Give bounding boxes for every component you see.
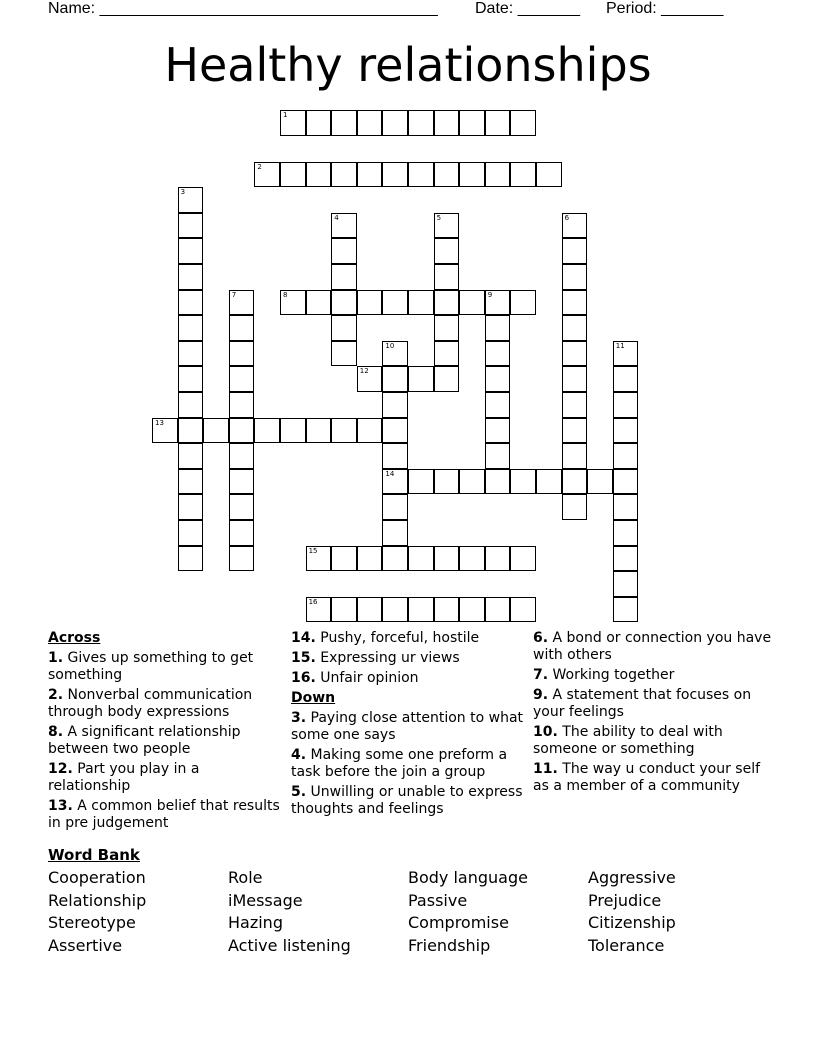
grid-cell[interactable] xyxy=(408,597,434,623)
clue-number: 10 xyxy=(385,341,395,350)
word-bank-item: iMessage xyxy=(228,890,303,910)
grid-cell[interactable] xyxy=(562,443,588,469)
grid-cell[interactable] xyxy=(229,418,255,444)
clue-item xyxy=(48,724,280,758)
clue-number-label: 9. xyxy=(533,687,549,703)
grid-cell[interactable] xyxy=(357,162,383,188)
word-bank-item: Relationship xyxy=(48,890,147,910)
clues-column-3 xyxy=(533,630,773,798)
grid-cell[interactable] xyxy=(485,392,511,418)
grid-cell[interactable] xyxy=(382,546,408,572)
word-bank-item: Tolerance xyxy=(588,935,665,955)
clue-text: A bond or connection you have with others xyxy=(533,630,772,663)
grid-cell[interactable] xyxy=(178,366,204,392)
clue-number: 11 xyxy=(615,341,625,350)
clue-number: 16 xyxy=(308,597,318,606)
clue-number: 2 xyxy=(257,162,262,171)
word-bank-item: Hazing xyxy=(228,913,283,932)
grid-cell[interactable] xyxy=(331,238,357,264)
clue-number: 7 xyxy=(231,290,237,299)
grid-cell[interactable] xyxy=(408,546,434,572)
clue-text: The ability to deal with someone or something xyxy=(533,724,723,757)
grid-cell[interactable] xyxy=(485,546,511,572)
clue-item xyxy=(533,724,773,758)
clue-text: Nonverbal communication through body expressions xyxy=(48,687,253,720)
grid-cell[interactable] xyxy=(434,469,460,495)
grid-cell[interactable] xyxy=(613,392,639,418)
grid-cell[interactable] xyxy=(562,264,588,290)
grid-cell[interactable] xyxy=(229,366,255,392)
grid-cell[interactable] xyxy=(331,315,357,341)
clue-number-label: 12. xyxy=(48,761,73,777)
clue-number: 9 xyxy=(487,290,493,299)
word-bank-item: Cooperation xyxy=(48,868,146,887)
grid-cell[interactable] xyxy=(485,315,511,341)
clue-number-label: 4. xyxy=(291,747,307,763)
date-label: Date: _______ xyxy=(475,0,580,17)
grid-cell[interactable] xyxy=(434,597,460,623)
grid-cell[interactable] xyxy=(178,546,204,572)
grid-cell[interactable] xyxy=(510,597,536,623)
down-clue-list xyxy=(291,710,527,818)
grid-cell[interactable] xyxy=(485,366,511,392)
grid-cell[interactable] xyxy=(331,546,357,572)
grid-cell[interactable] xyxy=(331,162,357,188)
clue-number-label: 11. xyxy=(533,761,558,777)
grid-cell[interactable] xyxy=(485,110,511,136)
clue-item xyxy=(291,747,527,781)
clue-item xyxy=(48,687,280,721)
grid-cell[interactable] xyxy=(178,418,204,444)
grid-cell[interactable] xyxy=(382,366,408,392)
clue-text: Part you play in a relationship xyxy=(48,761,200,794)
clue-number: 5 xyxy=(436,213,442,222)
grid-cell[interactable] xyxy=(408,469,434,495)
word-bank-item: Friendship xyxy=(408,935,491,955)
grid-cell[interactable] xyxy=(280,418,306,444)
grid-cell[interactable] xyxy=(613,443,639,469)
grid-cell[interactable] xyxy=(306,290,332,316)
grid-cell[interactable] xyxy=(357,597,383,623)
grid-cell[interactable] xyxy=(459,110,485,136)
grid-cell[interactable] xyxy=(562,290,588,316)
clue-number-label: 1. xyxy=(48,650,64,666)
grid-cell[interactable] xyxy=(485,341,511,367)
grid-cell[interactable] xyxy=(613,597,639,623)
clue-text: Gives up something to get something xyxy=(48,650,254,683)
clue-number-label: 3. xyxy=(291,710,307,726)
grid-cell[interactable] xyxy=(178,341,204,367)
grid-cell[interactable] xyxy=(280,290,306,316)
grid-cell[interactable] xyxy=(459,290,485,316)
clue-number-label: 7. xyxy=(533,667,549,683)
grid-cell[interactable] xyxy=(382,418,408,444)
grid-cell[interactable] xyxy=(434,341,460,367)
clue-number: 4 xyxy=(334,213,339,222)
grid-cell[interactable] xyxy=(613,494,639,520)
grid-cell[interactable] xyxy=(254,162,280,188)
grid-cell[interactable] xyxy=(613,520,639,546)
grid-cell[interactable] xyxy=(434,213,460,239)
clue-number: 15 xyxy=(308,546,318,555)
grid-cell[interactable] xyxy=(562,238,588,264)
clue-item xyxy=(533,687,773,721)
grid-cell[interactable] xyxy=(562,315,588,341)
grid-cell[interactable] xyxy=(408,110,434,136)
grid-cell[interactable] xyxy=(459,162,485,188)
word-bank-item: Passive xyxy=(408,890,468,910)
grid-cell[interactable] xyxy=(331,418,357,444)
grid-cell[interactable] xyxy=(229,520,255,546)
clue-number-label: 14. xyxy=(291,630,316,646)
word-bank-item: Citizenship xyxy=(588,913,676,932)
grid-cell[interactable] xyxy=(485,290,511,316)
grid-cell[interactable] xyxy=(331,110,357,136)
grid-cell[interactable] xyxy=(382,520,408,546)
grid-cell[interactable] xyxy=(613,366,639,392)
grid-cell[interactable] xyxy=(357,290,383,316)
grid-cell[interactable] xyxy=(536,469,562,495)
grid-cell[interactable] xyxy=(178,213,204,239)
grid-cell[interactable] xyxy=(306,110,332,136)
grid-cell[interactable] xyxy=(434,238,460,264)
clue-number: 3 xyxy=(180,188,186,197)
grid-cell[interactable] xyxy=(408,366,434,392)
clues-column-2 xyxy=(291,630,527,821)
clue-item xyxy=(533,667,773,684)
grid-cell[interactable] xyxy=(510,546,536,572)
across-clue-list-continued xyxy=(291,630,527,687)
clue-number: 13 xyxy=(155,418,164,427)
grid-cell[interactable] xyxy=(382,392,408,418)
word-bank-title: Word Bank xyxy=(48,846,140,864)
clue-number-label: 10. xyxy=(533,724,558,740)
grid-cell[interactable] xyxy=(178,443,204,469)
grid-cell[interactable] xyxy=(178,469,204,495)
word-bank-item: Aggressive xyxy=(588,868,676,887)
clue-text: Pushy, forceful, hostile xyxy=(315,630,480,646)
grid-cell[interactable] xyxy=(485,162,511,188)
grid-cell[interactable] xyxy=(382,494,408,520)
clue-number-label: 13. xyxy=(48,798,73,814)
grid-cell[interactable] xyxy=(229,290,255,316)
clue-text: A common belief that results in pre judgement xyxy=(48,798,280,831)
puzzle-title: Healthy relationships xyxy=(164,38,652,92)
clue-item xyxy=(291,650,527,667)
grid-cell[interactable] xyxy=(331,264,357,290)
clue-number: 1 xyxy=(283,111,288,120)
grid-cell[interactable] xyxy=(178,187,204,213)
down-clue-list-continued xyxy=(533,630,773,795)
grid-cell[interactable] xyxy=(434,290,460,316)
clue-item xyxy=(533,761,773,795)
grid-cell[interactable] xyxy=(434,162,460,188)
grid-cell[interactable] xyxy=(382,597,408,623)
clue-item xyxy=(48,650,280,684)
grid-cell[interactable] xyxy=(613,571,639,597)
grid-cell[interactable] xyxy=(459,469,485,495)
grid-cell[interactable] xyxy=(382,162,408,188)
grid-cell[interactable] xyxy=(562,213,588,239)
grid-cell[interactable] xyxy=(229,341,255,367)
grid-cell[interactable] xyxy=(562,341,588,367)
grid-cell[interactable] xyxy=(306,162,332,188)
grid-cell[interactable] xyxy=(382,290,408,316)
grid-cell[interactable] xyxy=(178,264,204,290)
clue-item xyxy=(48,761,280,795)
grid-cell[interactable] xyxy=(357,418,383,444)
grid-cell[interactable] xyxy=(382,341,408,367)
grid-cell[interactable] xyxy=(178,290,204,316)
clue-item xyxy=(291,710,527,744)
clue-text: Working together xyxy=(548,667,675,683)
grid-cell[interactable] xyxy=(357,110,383,136)
grid-cell[interactable] xyxy=(331,290,357,316)
grid-cell[interactable] xyxy=(562,366,588,392)
grid-cell[interactable] xyxy=(229,494,255,520)
grid-cell[interactable] xyxy=(434,264,460,290)
clue-number-label: 16. xyxy=(291,670,316,686)
grid-cell[interactable] xyxy=(485,418,511,444)
clue-text: A statement that focuses on your feelings xyxy=(533,687,752,720)
clue-text: Expressing ur views xyxy=(315,650,460,666)
grid-cell[interactable] xyxy=(613,546,639,572)
clue-item xyxy=(291,670,527,687)
grid-cell[interactable] xyxy=(485,597,511,623)
grid-cell[interactable] xyxy=(562,418,588,444)
grid-cell[interactable] xyxy=(254,418,280,444)
grid-cell[interactable] xyxy=(203,418,229,444)
clue-item xyxy=(291,630,527,647)
grid-cell[interactable] xyxy=(562,469,588,495)
clue-number: 8 xyxy=(283,290,288,299)
grid-cell[interactable] xyxy=(536,162,562,188)
clue-number-label: 15. xyxy=(291,650,316,666)
grid-cell[interactable] xyxy=(587,469,613,495)
grid-cell[interactable] xyxy=(408,290,434,316)
grid-cell[interactable] xyxy=(306,546,332,572)
name-label: Name: ______________________________________ xyxy=(48,0,438,17)
grid-cell[interactable] xyxy=(510,110,536,136)
grid-cell[interactable] xyxy=(510,469,536,495)
clue-number-label: 2. xyxy=(48,687,64,703)
grid-cell[interactable] xyxy=(229,546,255,572)
grid-cell[interactable] xyxy=(434,366,460,392)
grid-cell[interactable] xyxy=(434,315,460,341)
clue-item xyxy=(291,784,527,818)
grid-cell[interactable] xyxy=(178,315,204,341)
word-bank-item: Prejudice xyxy=(588,890,662,910)
grid-cell[interactable] xyxy=(485,443,511,469)
grid-cell[interactable] xyxy=(178,238,204,264)
grid-cell[interactable] xyxy=(613,469,639,495)
grid-cell[interactable] xyxy=(229,392,255,418)
grid-cell[interactable] xyxy=(613,418,639,444)
grid-cell[interactable] xyxy=(459,546,485,572)
grid-cell[interactable] xyxy=(382,443,408,469)
clue-number: 6 xyxy=(564,213,570,222)
clue-number: 12 xyxy=(359,367,369,376)
grid-cell[interactable] xyxy=(229,469,255,495)
word-bank-item: Active listening xyxy=(228,935,351,955)
clue-number-label: 5. xyxy=(291,784,307,800)
grid-cell[interactable] xyxy=(510,290,536,316)
grid-cell[interactable] xyxy=(382,110,408,136)
grid-cell[interactable] xyxy=(306,597,332,623)
grid-cell[interactable] xyxy=(382,469,408,495)
grid-cell[interactable] xyxy=(562,494,588,520)
clue-text: Paying close attention to what some one says xyxy=(291,710,524,743)
clue-text: Unwilling or unable to express thoughts and feelings xyxy=(291,784,523,817)
grid-cell[interactable] xyxy=(613,341,639,367)
word-bank-item: Stereotype xyxy=(48,913,136,932)
grid-cell[interactable] xyxy=(229,443,255,469)
clue-item xyxy=(48,798,280,832)
word-bank-item: Role xyxy=(228,868,263,887)
clue-text: Unfair opinion xyxy=(315,670,419,686)
grid-cell[interactable] xyxy=(357,366,383,392)
clue-number-label: 8. xyxy=(48,724,64,740)
period-label: Period: _______ xyxy=(606,0,724,17)
grid-cell[interactable] xyxy=(178,392,204,418)
grid-cell[interactable] xyxy=(280,110,306,136)
grid-cell[interactable] xyxy=(357,546,383,572)
grid-cell[interactable] xyxy=(331,597,357,623)
across-heading: Across xyxy=(48,630,101,646)
grid-cell[interactable] xyxy=(280,162,306,188)
clue-text: The way u conduct your self as a member of a community xyxy=(533,761,761,794)
grid-cell[interactable] xyxy=(510,162,536,188)
grid-cell[interactable] xyxy=(331,213,357,239)
grid-cell[interactable] xyxy=(152,418,178,444)
grid-cell[interactable] xyxy=(434,546,460,572)
clue-number-label: 6. xyxy=(533,630,549,646)
clue-text: Making some one preform a task before the join a group xyxy=(291,747,508,780)
across-clue-list xyxy=(48,650,280,832)
grid-cell[interactable] xyxy=(408,162,434,188)
clue-text: A significant relationship between two people xyxy=(48,724,241,757)
clues-column-1 xyxy=(48,630,280,835)
clue-item xyxy=(533,630,773,664)
clue-number: 14 xyxy=(385,469,395,478)
word-bank-item: Assertive xyxy=(48,935,123,955)
word-bank-item: Compromise xyxy=(408,913,509,932)
grid-cell[interactable] xyxy=(178,520,204,546)
grid-cell[interactable] xyxy=(485,469,511,495)
grid-cell[interactable] xyxy=(331,341,357,367)
grid-cell[interactable] xyxy=(434,110,460,136)
grid-cell[interactable] xyxy=(229,315,255,341)
down-heading: Down xyxy=(291,690,336,706)
grid-cell[interactable] xyxy=(306,418,332,444)
grid-cell[interactable] xyxy=(178,494,204,520)
grid-cell[interactable] xyxy=(459,597,485,623)
grid-cell[interactable] xyxy=(562,392,588,418)
word-bank-item: Body language xyxy=(408,868,528,887)
